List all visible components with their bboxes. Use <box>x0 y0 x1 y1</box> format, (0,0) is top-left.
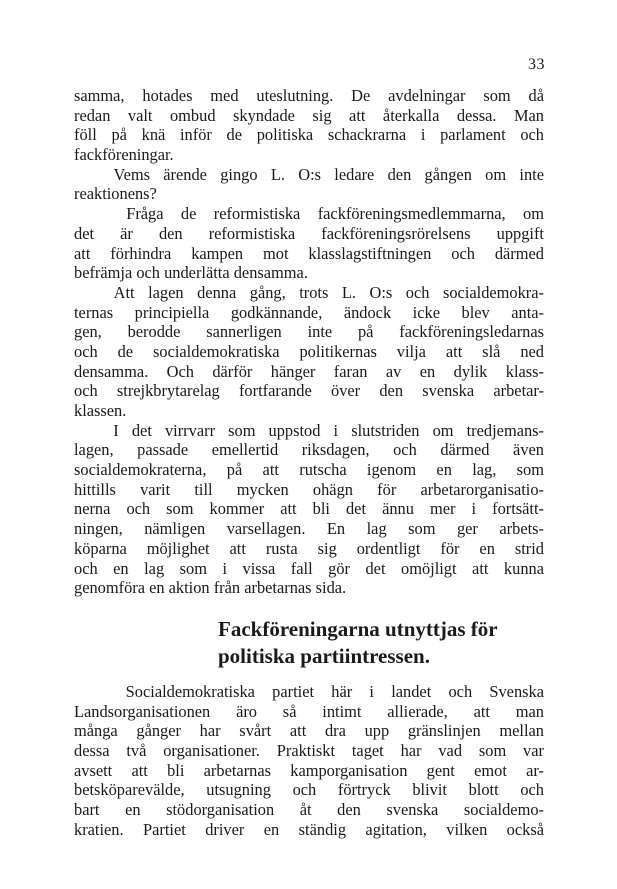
text-line: samma, hotades med uteslutning. De avdelningar som då <box>74 86 544 105</box>
text-line: lagen, passade emellertid riksdagen, och därmed även <box>74 440 544 460</box>
text-line: befrämja och underlätta densamma. <box>74 263 308 283</box>
text-line: att förhindra kampen mot klasslagstiftningen och därmed <box>74 243 544 263</box>
text-line: många gånger har svårt att dra upp gränslinjen mellan <box>74 721 544 741</box>
text-line: redan valt ombud skyndade sig att återkalla dessa. Man <box>74 105 544 125</box>
text-line: Att lagen denna gång, trots L. O:s och socialdemokra- <box>74 282 544 302</box>
body-text-section-2 <box>74 682 544 840</box>
text-line: och en lag som i vissa fall gör det omöjligt att kunna <box>74 558 544 578</box>
text-line: och de socialdemokratiska politikernas vilja att slå ned <box>74 341 544 361</box>
text-line: klassen. <box>74 401 127 420</box>
body-text-section-1 <box>74 86 544 598</box>
text-line: Socialdemokratiska partiet här i landet och Svenska <box>74 682 544 701</box>
text-line: Landsorganisationen äro så intimt allierade, att man <box>74 701 544 721</box>
text-line: hittills varit till mycken ohägn för arbetarorganisatio- <box>74 479 544 499</box>
text-line: reaktionens? <box>74 184 157 204</box>
text-line: avsett att bli arbetarnas kamporganisation gent emot ar- <box>74 760 544 780</box>
text-line: Fråga de reformistiska fackföreningsmedlemmarna, om <box>74 204 544 224</box>
text-line: dessa två organisationer. Praktiskt taget har vad som var <box>74 741 544 761</box>
text-line: fackföreningar. <box>74 145 174 165</box>
text-line: I det virrvarr som uppstod i slutstriden om tredjemans- <box>74 420 544 440</box>
text-line: socialdemokraterna, på att rutscha igenom en lag, som <box>74 460 544 480</box>
text-line: bart en stödorganisation åt den svenska socialdemo- <box>74 800 544 820</box>
text-line: Vems ärende gingo L. O:s ledare den gången om inte <box>74 164 544 184</box>
section-heading-line-1: Fackföreningarna utnyttjas för <box>218 617 498 641</box>
text-line: kratien. Partiet driver en ständig agitation, vilken också <box>74 819 544 839</box>
text-line: föll på knä inför de politiska schackrarna i parlament och <box>74 125 544 145</box>
text-line: densamma. Och därför hänger faran av en dylik klass- <box>74 361 544 381</box>
text-line: genomföra en aktion från arbetarnas sida. <box>74 578 347 598</box>
text-line: ternas principiella godkännande, ändock icke blev anta- <box>74 302 544 322</box>
section-heading-line-2: politiska partiintressen. <box>218 644 430 668</box>
text-line: köparna möjlighet att rusta sig ordentligt för en strid <box>74 538 544 558</box>
page-number: 33 <box>528 56 545 73</box>
text-line: nerna och som kommer att bli det ännu mer i fortsätt- <box>74 499 544 519</box>
text-line: det är den reformistiska fackföreningsrörelsens uppgift <box>74 223 544 243</box>
text-line: gen, berodde sannerligen inte på fackföreningsledarnas <box>74 322 544 342</box>
text-line: och strejkbrytarelag fortfarande över den svenska arbetar- <box>74 381 544 401</box>
text-line: betsköparevälde, utsugning och förtryck blivit blott och <box>74 780 544 800</box>
section-heading <box>218 616 538 670</box>
text-line: ningen, nämligen varsellagen. En lag som ger arbets- <box>74 519 544 539</box>
